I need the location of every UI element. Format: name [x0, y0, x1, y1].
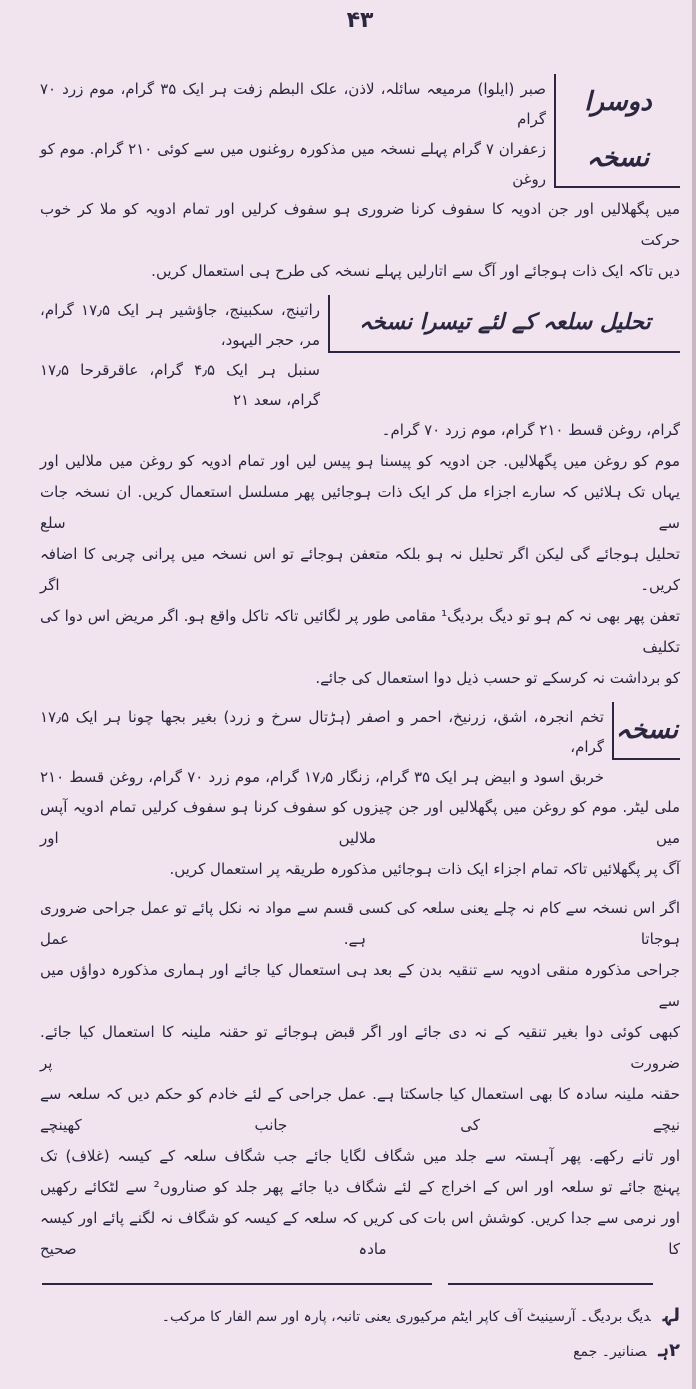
text-line: خربق اسود و ابیض ہر ایک ۳۵ گرام، زنگار ۱۷٫۵ گرام، موم زرد ۷۰ گرام، روغن قسط ۲۱۰ [40, 768, 604, 786]
text-line: تخم انجرہ، اشق، زرنیخ، احمر و اصفر (ہڑتال سرخ و زرد) بغیر بجھا چونا ہر ایک ۱۷٫۵ گرام، [40, 708, 604, 756]
section-recipe [40, 702, 680, 885]
footnote-text: دیگ بردیگ۔ آرسینیٹ آف کاپر ایٹم مرکیوری یعنی تانبہ، پارہ اور سم الفار کا مرکب۔ [161, 1309, 651, 1325]
text-line: پہنچ جائے تو سلعہ اور اس کے اخراج کے لئے شگاف دیا جائے پھر جلد کو صناروں² سے لٹکائے رکھیں [40, 1178, 680, 1196]
text-line: دیں تاکہ ایک ذات ہوجائے اور آگ سے اتارلیں پہلے نسخہ کی طرح ہی استعمال کریں. [151, 262, 680, 280]
footnote-rule [448, 1283, 653, 1285]
text-line: تعفن پھر بھی نہ کم ہو تو دیگ بردیگ¹ مقامی طور پر لگائیں تاکہ تاکل واقع ہو. اگر مریض اس دوا کی تکلیف [40, 607, 681, 656]
text-line: صبر (ایلوا) مرمیعہ سائلہ، لاذن، علک البطم زفت ہر ایک ۳۵ گرام، موم زرد ۷۰ گرام [40, 80, 546, 128]
section-heading-second-recipe: دوسرا نسخہ [554, 74, 680, 188]
text-line: راتینج، سکبینج، جاؤشیر ہر ایک ۱۷٫۵ گرام، مر، حجر الیہود، [40, 301, 321, 349]
text-line: گرام، روغن قسط ۲۱۰ گرام، موم زرد ۷۰ گرام۔ [381, 421, 680, 439]
page-number: ۴۳ [346, 8, 374, 33]
text-line: آگ پر پگھلائیں تاکہ تمام اجزاء ایک ذات ہوجائیں مذکورہ طریقہ پر استعمال کریں. [169, 860, 680, 878]
text-line: یہاں تک ہلائیں کہ سارے اجزاء مل کر ایک ذات ہوجائیں پھر مسلسل استعمال کریں. ان نسخہ جات سے سلع [40, 483, 680, 532]
text-line: تحلیل ہوجائے گی لیکن اگر تحلیل نہ ہو بلکہ متعفن ہوجائے تو اس نسخہ میں پرانی چربی کا اضافہ کریں۔ اگر [40, 545, 680, 594]
section-surgery [40, 893, 680, 1265]
text-line: ملی لیٹر. موم کو روغن میں پگھلالیں اور جن چیزوں کو سفوف کرنا ہو سفوف کرلیں تمام ادویہ آپس میں ملالیں اور [40, 798, 680, 847]
footnote-rules [42, 1283, 656, 1285]
text-line: جراحی مذکورہ منقی ادویہ سے تنقیہ بدن کے بعد ہی استعمال کیا جائے اور ہماری مذکورہ دواؤں میں سے [40, 961, 680, 1010]
footnote-2 [40, 1334, 680, 1369]
section-heading-third-recipe: تحلیل سلعہ کے لئے تیسرا نسخہ [328, 295, 680, 353]
section-heading-recipe: نسخہ [612, 702, 680, 760]
text-line: اور نرمی سے جدا کریں. کوشش اس بات کی کریں کہ سلعہ کے کیسہ کو شگاف نہ لگنے پائے اور کیسہ کا مادہ صحیح [40, 1209, 680, 1258]
footnote-rule [42, 1283, 432, 1285]
footnote-marker: لہ [662, 1305, 680, 1326]
text-line: حقنہ ملینہ سادہ کا بھی استعمال کیا جاسکتا ہے. عمل جراحی کے لئے خادم کو حکم دیں کہ سلعہ سے نیچے کی جانب کھینچے [40, 1085, 680, 1134]
text-line: اور تانے رکھے. پھر آہستہ سے جلد میں شگاف لگایا جائے جب شگاف سلعہ کے کیسہ (غلاف) تک [40, 1147, 680, 1165]
page-edge [692, 0, 696, 1389]
footnote-1 [40, 1299, 680, 1334]
text-line: کو برداشت نہ کرسکے تو حسب ذیل دوا استعمال کی جائے. [315, 669, 680, 687]
text-line: اگر اس نسخہ سے کام نہ چلے یعنی سلعہ کی کسی قسم سے مواد نہ نکل پائے تو عمل جراحی ضروری ہوجاتا ہے. عمل [40, 899, 680, 948]
text-line: کبھی کوئی دوا بغیر تنقیہ کے نہ دی جائے اور اگر قبض ہوجائے تو حقنہ ملینہ کا استعمال کیا جائے. ضرورت پر [40, 1023, 680, 1072]
footnote-marker: ۲ہ [658, 1340, 680, 1361]
text-line: زعفران ۷ گرام پہلے نسخہ میں مذکورہ روغنوں میں سے کوئی ۲۱۰ گرام. موم کو روغن [40, 140, 547, 188]
footnote-text: صنانیر۔ جمع [573, 1344, 647, 1360]
text-line: سنبل ہر ایک ۴٫۵ گرام، عاقرقرحا ۱۷٫۵ گرام، سعد ۲۱ [40, 361, 320, 409]
text-line: میں پگھلالیں اور جن ادویہ کا سفوف کرنا ضروری ہو سفوف کرلیں اور تمام ادویہ کو ملا کر خوب حرکت [40, 200, 680, 249]
section-third-recipe [40, 295, 680, 694]
text-line: موم کو روغن میں پگھلالیں. جن ادویہ کو پیسنا ہو پیس لیں اور تمام ادویہ کو روغن میں ملالیں اور [40, 452, 680, 470]
section-second-recipe [40, 74, 680, 287]
